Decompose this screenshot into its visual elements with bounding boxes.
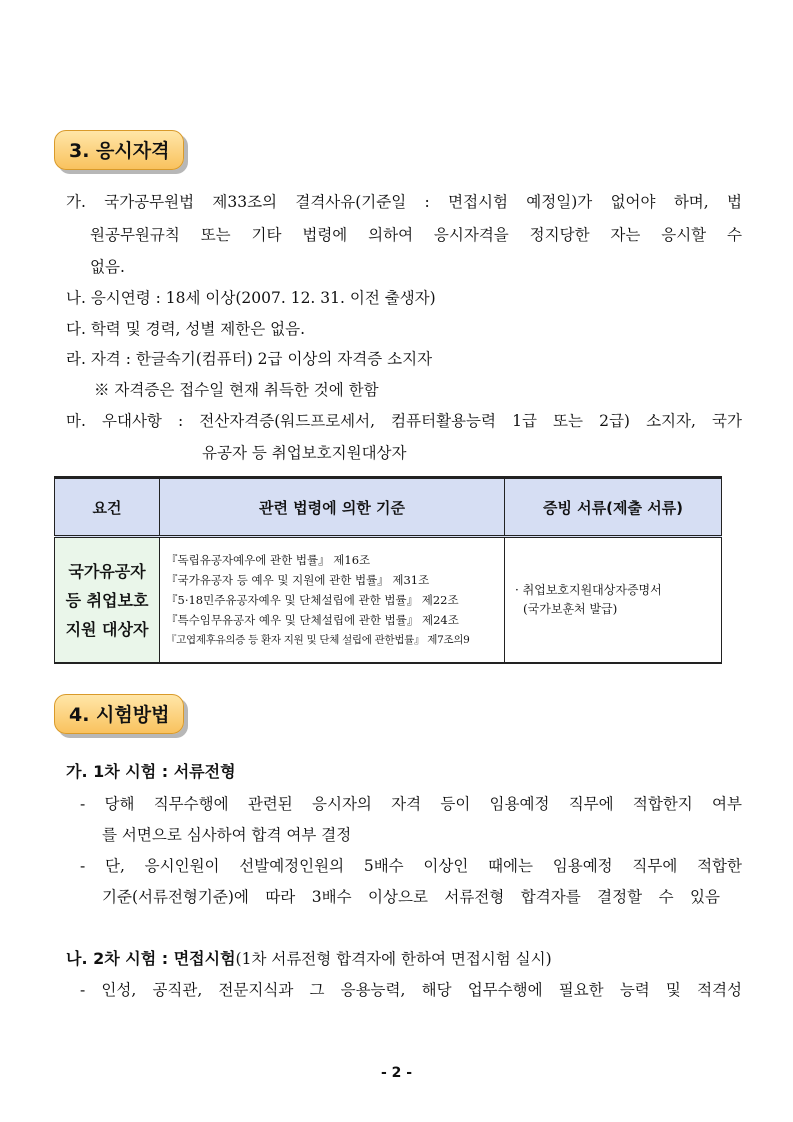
item-ra: 라. 자격 : 한글속기(컴퓨터) 2급 이상의 자격증 소지자 [66,350,433,368]
header-legal-basis: 관련 법령에 의한 기준 [160,478,505,537]
first-exam-line-2b: 기준(서류전형기준)에 따라 3배수 이상으로 서류전형 합격자를 결정할 수 있음 [102,888,720,906]
table-header-row [55,478,722,537]
second-exam-title-bold: 나. 2차 시험 : 면접시험 [66,949,236,968]
table-row [55,537,722,664]
target-cell [55,537,160,664]
document-item: · 취업보호지원대상자증명서 [515,583,662,597]
laws-cell [160,537,505,664]
requirements-table [54,476,722,664]
law-item: 『고엽제후유의증 등 환자 지원 및 단체 설립에 관한법률』 제7조의9 [166,634,470,646]
second-exam-title-rest: (1차 서류전형 합격자에 한하여 면접시험 실시) [235,950,552,968]
target-line-1: 국가유공자 [68,561,146,581]
item-ra-note: ※ 자격증은 접수일 현재 취득한 것에 한함 [94,381,379,399]
law-item: 『5·18민주유공자예우 및 단체설립에 관한 법률』 제22조 [166,593,459,607]
target-line-2: 등 취업보호 [65,590,149,610]
item-ma-line-2: 유공자 등 취업보호지원대상자 [202,444,407,462]
law-item: 『독립유공자예우에 관한 법률』 제16조 [166,553,371,567]
second-exam-line-1: - 인성, 공직관, 전문지식과 그 응용능력, 해당 업무수행에 필요한 능력 및 적격성 [80,981,742,999]
header-documents: 증빙 서류(제출 서류) [505,478,722,537]
section-4-heading: 4. 시험방법 [54,694,184,734]
item-ma-line-1: 마. 우대사항 : 전산자격증(워드프로세서, 컴퓨터활용능력 1급 또는 2급) 소지자, 국가 [66,412,742,430]
item-ga-line-3: 없음. [90,258,125,276]
item-ga-line-2: 원공무원규칙 또는 기타 법령에 의하여 응시자격을 정지당한 자는 응시할 수 [90,226,742,244]
first-exam-line-1a: - 당해 직무수행에 관련된 응시자의 자격 등이 임용예정 직무에 적합한지 여부 [80,795,742,813]
second-exam-title [66,949,552,969]
documents-cell [505,537,722,664]
page-number: - 2 - [380,1065,413,1081]
item-na: 나. 응시연령 : 18세 이상(2007. 12. 31. 이전 출생자) [66,289,436,307]
first-exam-line-1b: 를 서면으로 심사하여 합격 여부 결정 [102,826,352,844]
document-issuer: (국가보훈처 발급) [523,602,618,616]
first-exam-title: 가. 1차 시험 : 서류전형 [66,762,236,781]
section-3-heading: 3. 응시자격 [54,130,184,170]
law-item: 『특수임무유공자 예우 및 단체설립에 관한 법률』 제24조 [166,613,459,627]
header-requirement: 요건 [55,478,160,537]
item-ga-line-1: 가. 국가공무원법 제33조의 결격사유(기준일 : 면접시험 예정일)가 없어야 하며, 법 [66,193,742,211]
target-line-3: 지원 대상자 [65,619,149,639]
law-item: 『국가유공자 등 예우 및 지원에 관한 법률』 제31조 [166,573,430,587]
first-exam-line-2a: - 단, 응시인원이 선발예정인원의 5배수 이상인 때에는 임용예정 직무에 적합한 [80,857,742,875]
item-da: 다. 학력 및 경력, 성별 제한은 없음. [66,320,305,338]
